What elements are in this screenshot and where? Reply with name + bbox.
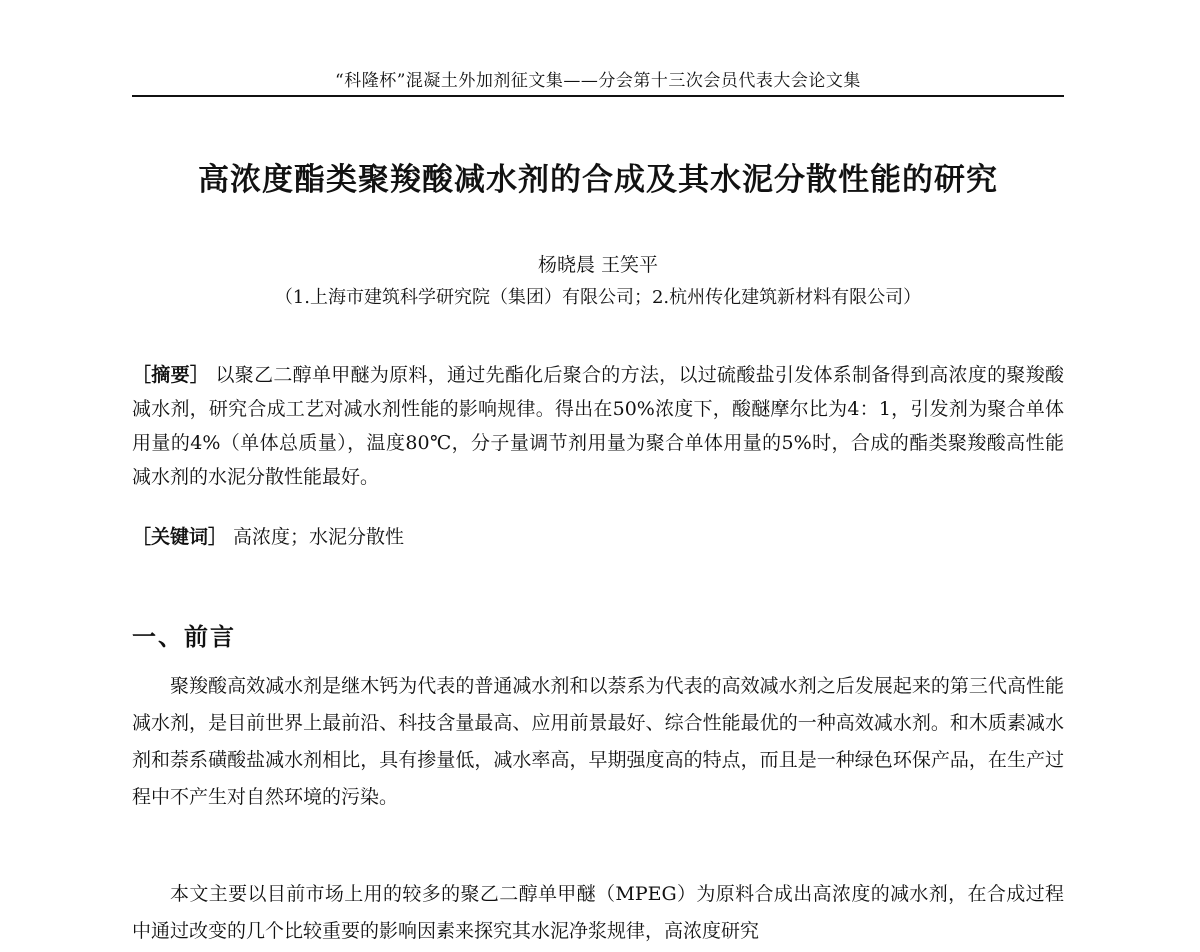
keywords bbox=[132, 522, 1064, 549]
running-header: “科隆杯”混凝土外加剂征文集——分会第十三次会员代表大会论文集 bbox=[335, 71, 861, 91]
body-paragraph: 本文主要以目前市场上用的较多的聚乙二醇单甲醚（MPEG）为原料合成出高浓度的减水剂，在合成过程中通过改变的几个比较重要的影响因素来探究其水泥净浆规律，高浓度研究 bbox=[132, 883, 1064, 942]
abstract-text: 以聚乙二醇单甲醚为原料，通过先酯化后聚合的方法，以过硫酸盐引发体系制备得到高浓度的聚羧酸减水剂，研究合成工艺对减水剂性能的影响规律。得出在50%浓度下，酸醚摩尔比为4：1，引发剂为聚合单体用量的4%（单体总质量），温度80℃，分子量调节剂用量为聚合单体用量的5%时，合成的酯类聚羧酸高性能减水剂的水泥分散性能最好。 bbox=[132, 364, 1064, 488]
body-paragraph: 聚羧酸高效减水剂是继木钙为代表的普通减水剂和以萘系为代表的高效减水剂之后发展起来的第三代高性能减水剂，是目前世界上最前沿、科技含量最高、应用前景最好、综合性能最优的一种高效减水剂。和木质素减水剂和萘系磺酸盐减水剂相比，具有掺量低，减水率高，早期强度高的特点，而且是一种绿色环保产品，在生产过程中不产生对自然环境的污染。 bbox=[132, 675, 1064, 808]
authors: 杨晓晨 王笑平 bbox=[537, 254, 659, 276]
abstract bbox=[132, 358, 1064, 494]
keywords-label: ［关键词］ bbox=[132, 526, 228, 548]
keywords-text: 高浓度；水泥分散性 bbox=[227, 526, 405, 548]
section-heading-introduction: 一、前言 bbox=[132, 623, 236, 651]
abstract-label: ［摘要］ bbox=[132, 364, 210, 386]
header-rule bbox=[132, 95, 1064, 97]
affiliation: （1.上海市建筑科学研究院（集团）有限公司；2.杭州传化建筑新材料有限公司） bbox=[274, 287, 922, 308]
paper-title: 高浓度酯类聚羧酸减水剂的合成及其水泥分散性能的研究 bbox=[198, 162, 998, 198]
